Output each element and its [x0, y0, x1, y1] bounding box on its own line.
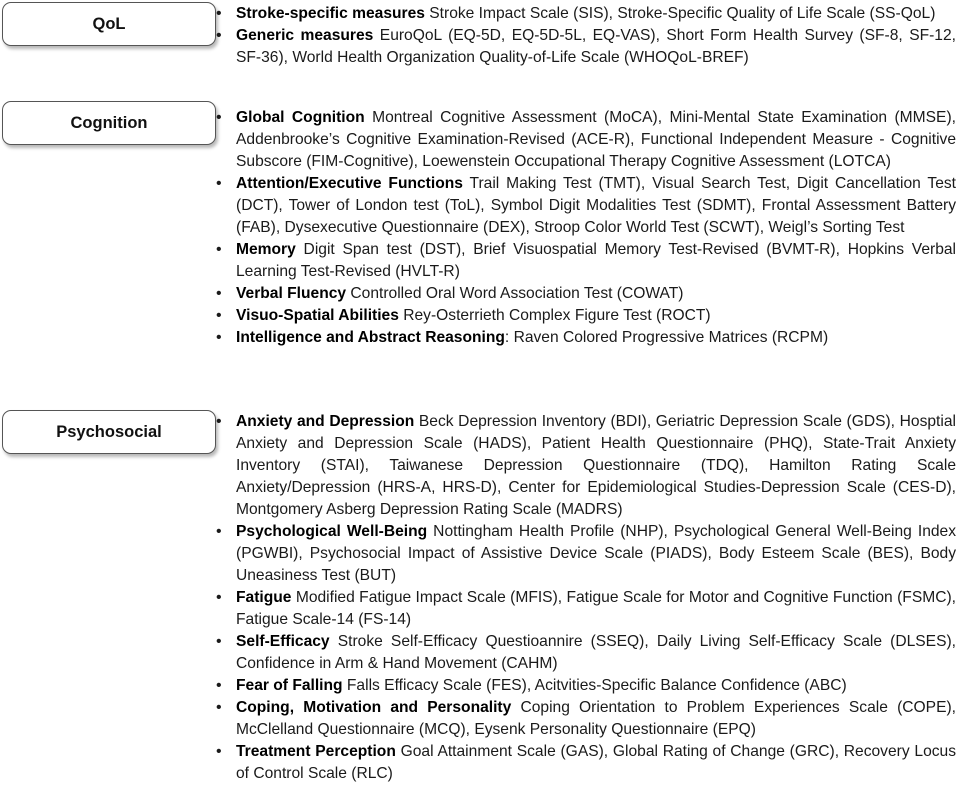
item-text: Goal Attainment Scale (GAS), Global Rating of Change (GRC), Recovery Locus of Control Scale (RLC) — [236, 743, 957, 782]
item-title: Global Cognition — [236, 109, 365, 126]
item-title: Intelligence and Abstract Reasoning — [236, 329, 505, 346]
item-text: Controlled Oral Word Association Test (COWAT) — [346, 285, 684, 302]
list-item — [214, 3, 956, 25]
item-text: Stroke Impact Scale (SIS), Stroke-Specific Quality of Life Scale (SS-QoL) — [424, 5, 936, 22]
item-title: Anxiety and Depression — [236, 413, 415, 430]
category-label-qol: QoL — [2, 2, 216, 46]
category-label-psychosocial: Psychosocial — [2, 410, 216, 454]
item-title: Attention/Executive Functions — [236, 175, 463, 192]
item-title: Psychological Well-Being — [236, 523, 428, 540]
measures-list-psychosocial — [214, 411, 956, 785]
list-item — [214, 697, 956, 741]
list-item — [214, 631, 956, 675]
list-item — [214, 107, 956, 173]
item-text: Falls Efficacy Scale (FES), Acitvities-Specific Balance Confidence (ABC) — [342, 677, 847, 694]
item-title: Treatment Perception — [236, 743, 396, 760]
item-text: Trail Making Test (TMT), Visual Search Test, Digit Cancellation Test (DCT), Tower of London test (ToL), Symbol Digit Modalities Test (SDMT), Frontal Assessment Battery (FAB), Dysexecutive Questionnaire (DEX), Stroop Color World Test (SCWT), Weigl’s Sorting Test — [236, 175, 956, 236]
item-text: Rey-Osterrieth Complex Figure Test (ROCT) — [398, 307, 711, 324]
measures-list-cognition — [214, 107, 956, 349]
list-item — [214, 327, 956, 349]
item-title: Self-Efficacy — [236, 633, 330, 650]
item-text: Beck Depression Inventory (BDI), Geriatric Depression Scale (GDS), Hosptial Anxiety and Depression Scale (HADS), Patient Health Questionnaire (PHQ), State-Trait Anxiety Inventory (STAI), Taiwanese Depression Questionnaire (TDQ), Hamilton Rating Scale Anxiety/Depression (HRS-A, HRS-D), Center for Epidemiological Studies-Depression Scale (CES-D), Montgomery Asberg Depression Rating Scale (MADRS) — [236, 413, 956, 518]
item-title: Stroke-specific measures — [236, 5, 425, 22]
item-title: Memory — [236, 241, 296, 258]
list-item — [214, 521, 956, 587]
item-text: Coping Orientation to Problem Experiences Scale (COPE), McClelland Questionnaire (MCQ), Eysenk Personality Questionnaire (EPQ) — [236, 699, 956, 738]
list-item — [214, 741, 956, 785]
list-item — [214, 411, 956, 521]
list-item — [214, 25, 956, 69]
measures-list-qol — [214, 3, 956, 69]
list-item — [214, 675, 956, 697]
item-text: Montreal Cognitive Assessment (MoCA), Mini-Mental State Examination (MMSE), Addenbrooke’s Cognitive Examination-Revised (ACE-R), Functional Independent Measure - Cognitive Subscore (FIM-Cognitive), Loewenstein Occupational Therapy Cognitive Assessment (LOTCA) — [236, 109, 956, 170]
list-item — [214, 305, 956, 327]
item-title: Coping, Motivation and Personality — [236, 699, 512, 716]
item-title: Fatigue — [236, 589, 292, 606]
list-item — [214, 173, 956, 239]
item-text: Nottingham Health Profile (NHP), Psychological General Well-Being Index (PGWBI), Psychosocial Impact of Assistive Device Scale (PIADS), Body Esteem Scale (BES), Body Uneasiness Test (BUT) — [236, 523, 957, 584]
item-title: Generic measures — [236, 27, 374, 44]
item-title: Fear of Falling — [236, 677, 343, 694]
item-text: EuroQoL (EQ-5D, EQ-5D-5L, EQ-VAS), Short Form Health Survey (SF-8, SF-12, SF-36), World Health Organization Quality-of-Life Scale (WHOQoL-BREF) — [236, 27, 956, 66]
item-text: : Raven Colored Progressive Matrices (RCPM) — [504, 329, 829, 346]
item-text: Modified Fatigue Impact Scale (MFIS), Fatigue Scale for Motor and Cognitive Function (FSMC), Fatigue Scale-14 (FS-14) — [236, 589, 956, 628]
item-text: Stroke Self-Efficacy Questioannire (SSEQ), Daily Living Self-Efficacy Scale (DLSES), Confidence in Arm & Hand Movement (CAHM) — [236, 633, 956, 672]
list-item — [214, 283, 956, 305]
item-title: Verbal Fluency — [236, 285, 347, 302]
item-title: Visuo-Spatial Abilities — [236, 307, 399, 324]
category-label-cognition: Cognition — [2, 101, 216, 145]
list-item — [214, 587, 956, 631]
list-item — [214, 239, 956, 283]
item-text: Digit Span test (DST), Brief Visuospatial Memory Test-Revised (BVMT-R), Hopkins Verbal Learning Test-Revised (HVLT-R) — [236, 241, 956, 280]
